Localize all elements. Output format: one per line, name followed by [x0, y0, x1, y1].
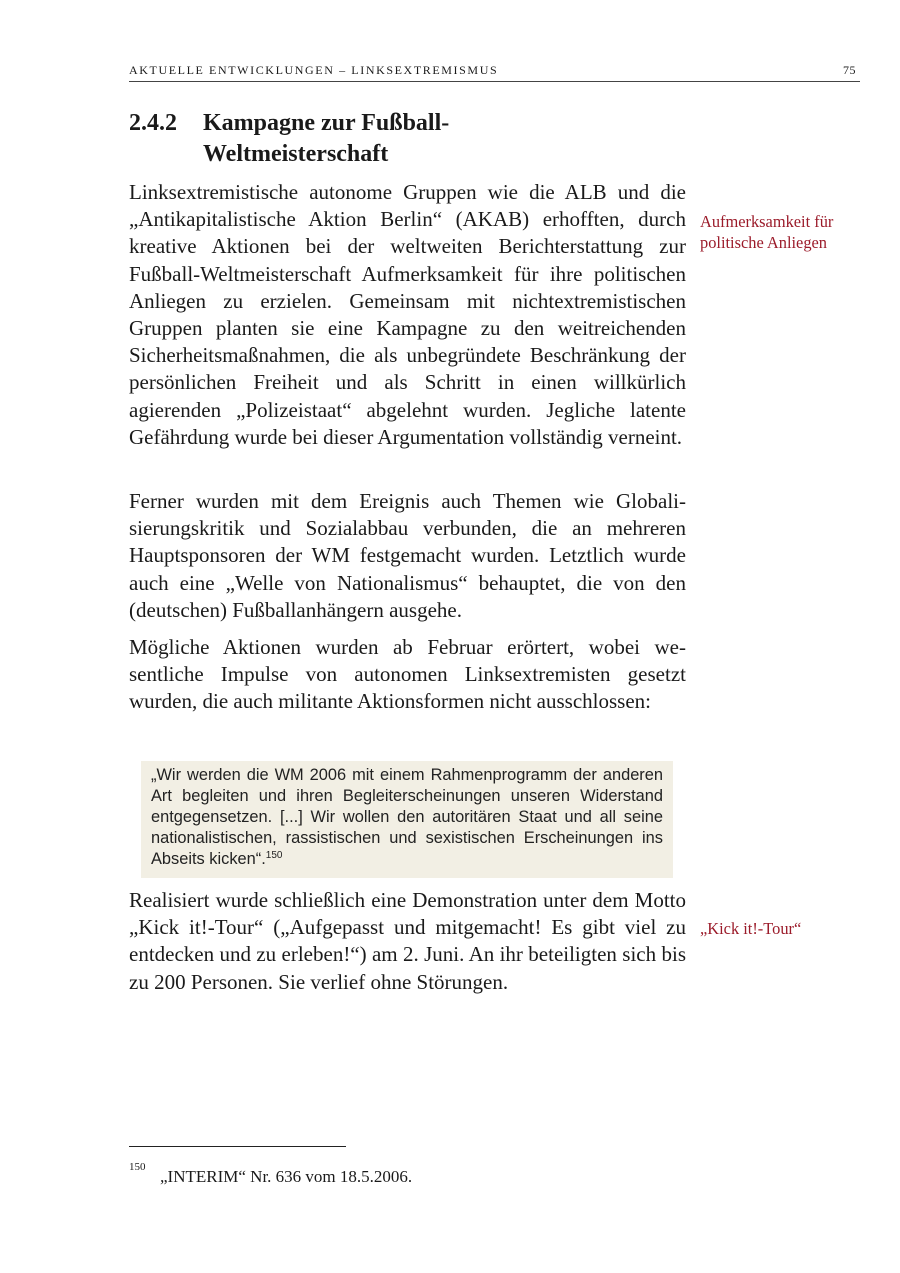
page-number: 75 — [843, 63, 856, 77]
footnote-divider — [129, 1146, 346, 1147]
paragraph-4: Realisiert wurde schließlich eine Demonstration unter dem Motto „Kick it!-Tour“ („Aufgepasst und mitgemacht! Es gibt viel zu entdecken und zu erleben!“) am 2. Juni. An ihr beteiligten sich bis zu 200 Personen. Sie verlief ohne Störungen. — [129, 888, 686, 994]
margin-note-kick-it-tour: „Kick it!-Tour“ — [700, 919, 802, 938]
paragraph-1: Linksextremistische autonome Gruppen wie die ALB und die „Antikapitalistische Aktion Berlin“ (AKAB) erhofften, durch kreative Aktionen bei der weltweiten Berichterstattung zur Fußball-Weltmeisterschaft Aufmerksamkeit für ihre politischen Anliegen zu erzielen. Gemeinsam mit nichtextremistischen Gruppen planten sie eine Kampagne zu den weitreichenden Sicherheitsmaßnahmen, die als unbegründete Beschränkung der persönlichen Freiheit und als Schritt in einen willkürlich agierenden „Polizeistaat“ abgelehnt wurden. Jegliche latente Gefährdung wurde bei dieser Argumentation vollständig verneint. — [129, 180, 686, 449]
quote-footnote-ref[interactable]: 150 — [265, 850, 283, 861]
running-title: AKTUELLE ENTWICKLUNGEN – LINKSEXTREMISMUS — [129, 63, 499, 77]
footnote-number: 150 — [129, 1161, 146, 1173]
block-quote — [141, 761, 673, 878]
running-header — [129, 63, 860, 82]
quote-text: „Wir werden die WM 2006 mit einem Rahmenprogramm der anderen Art begleiten und ihren Begleiterscheinungen unseren Widerstand entgegensetzen. [...] Wir wollen den autoritären Staat und all seine nationalistischen, rassistischen und sexistischen Erscheinungen ins Abseits kicken“. — [151, 766, 663, 868]
section-title: Kampagne zur Fußball- Weltmeisterschaft — [203, 110, 450, 167]
paragraph-3: Mögliche Aktionen wurden ab Februar erörtert, wobei wesentliche Impulse von autonomen Linksextremisten gesetzt wurden, die auch militante Aktionsformen nicht ausschlossen: — [129, 635, 686, 714]
footnote-text: „INTERIM“ Nr. 636 vom 18.5.2006. — [160, 1167, 413, 1186]
margin-note-aufmerksamkeit: Aufmerksamkeit für politische Anliegen — [700, 212, 834, 252]
paragraph-2: Ferner wurden mit dem Ereignis auch Themen wie Globalisierungskritik und Sozialabbau verbunden, die an mehreren Hauptsponsoren der WM festgemacht wurden. Letztlich wurde auch eine „Welle von Nationalismus“ behauptet, die von den (deutschen) Fußballanhängern ausgehe. — [129, 489, 686, 622]
section-number: 2.4.2 — [129, 110, 177, 136]
